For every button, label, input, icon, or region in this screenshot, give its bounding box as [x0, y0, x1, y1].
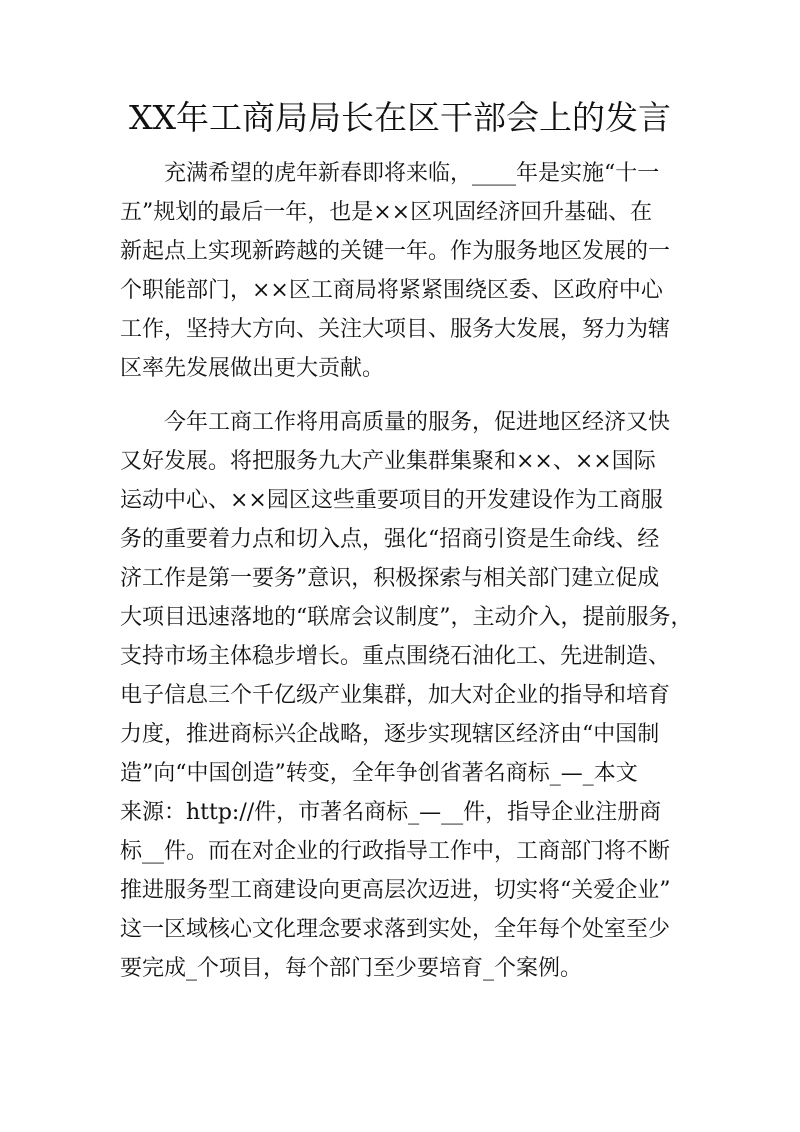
paragraph-2-line-1: 今年工商工作将用高质量的服务，促进地区经济又快 — [164, 410, 671, 435]
paragraph-2-line-6: 大项目迅速落地的“联席会议制度”，主动介入，提前服务， — [120, 605, 693, 630]
paragraph-2-line-14: 这一区域核心文化理念要求落到实处，全年每个处室至少 — [120, 917, 671, 942]
paragraph-2-line-13: 推进服务型工商建设向更高层次迈进，切实将“关爱企业” — [120, 878, 671, 903]
paragraph-2-line-9: 力度，推进商标兴企战略，逐步实现辖区经济由“中国制 — [120, 722, 660, 747]
paragraph-1-line-5: 工作，坚持大方向、关注大项目、服务大发展，努力为辖 — [120, 317, 671, 342]
paragraph-1-line-4: 个职能部门，××区工商局将紧紧围绕区委、区政府中心 — [120, 278, 663, 303]
paragraph-1-line-2: 五”规划的最后一年，也是××区巩固经济回升基础、在 — [120, 200, 653, 225]
paragraph-1-line-1: 充满希望的虎年新春即将来临，____年是实施“十一 — [164, 161, 660, 186]
paragraph-1-line-3: 新起点上实现新跨越的关键一年。作为服务地区发展的一 — [120, 239, 671, 264]
paragraph-2-line-10: 造”向“中国创造”转变，全年争创省著名商标_—_本文 — [120, 761, 638, 786]
paragraph-2-line-2: 又好发展。将把服务九大产业集群集聚和××、××国际 — [120, 449, 656, 474]
paragraph-2-line-8: 电子信息三个千亿级产业集群，加大对企业的指导和培育 — [120, 683, 671, 708]
paragraph-1-line-6: 区率先发展做出更大贡献。 — [120, 356, 385, 381]
document-title: XX年工商局局长在区干部会上的发言 — [129, 98, 671, 137]
paragraph-2-line-11: 来源：http://件，市著名商标_—__件，指导企业注册商 — [120, 800, 662, 825]
paragraph-2-line-4: 务的重要着力点和切入点，强化“招商引资是生命线、经 — [120, 527, 660, 552]
paragraph-2-line-15: 要完成_个项目，每个部门至少要培育_个案例。 — [120, 956, 583, 981]
paragraph-2-line-7: 支持市场主体稳步增长。重点围绕石油化工、先进制造、 — [120, 644, 671, 669]
paragraph-2-line-3: 运动中心、××园区这些重要项目的开发建设作为工商服 — [120, 488, 663, 513]
paragraph-2-line-12: 标__件。而在对企业的行政指导工作中，工商部门将不断 — [120, 839, 671, 864]
paragraph-2-line-5: 济工作是第一要务”意识，积极探索与相关部门建立促成 — [120, 566, 660, 591]
